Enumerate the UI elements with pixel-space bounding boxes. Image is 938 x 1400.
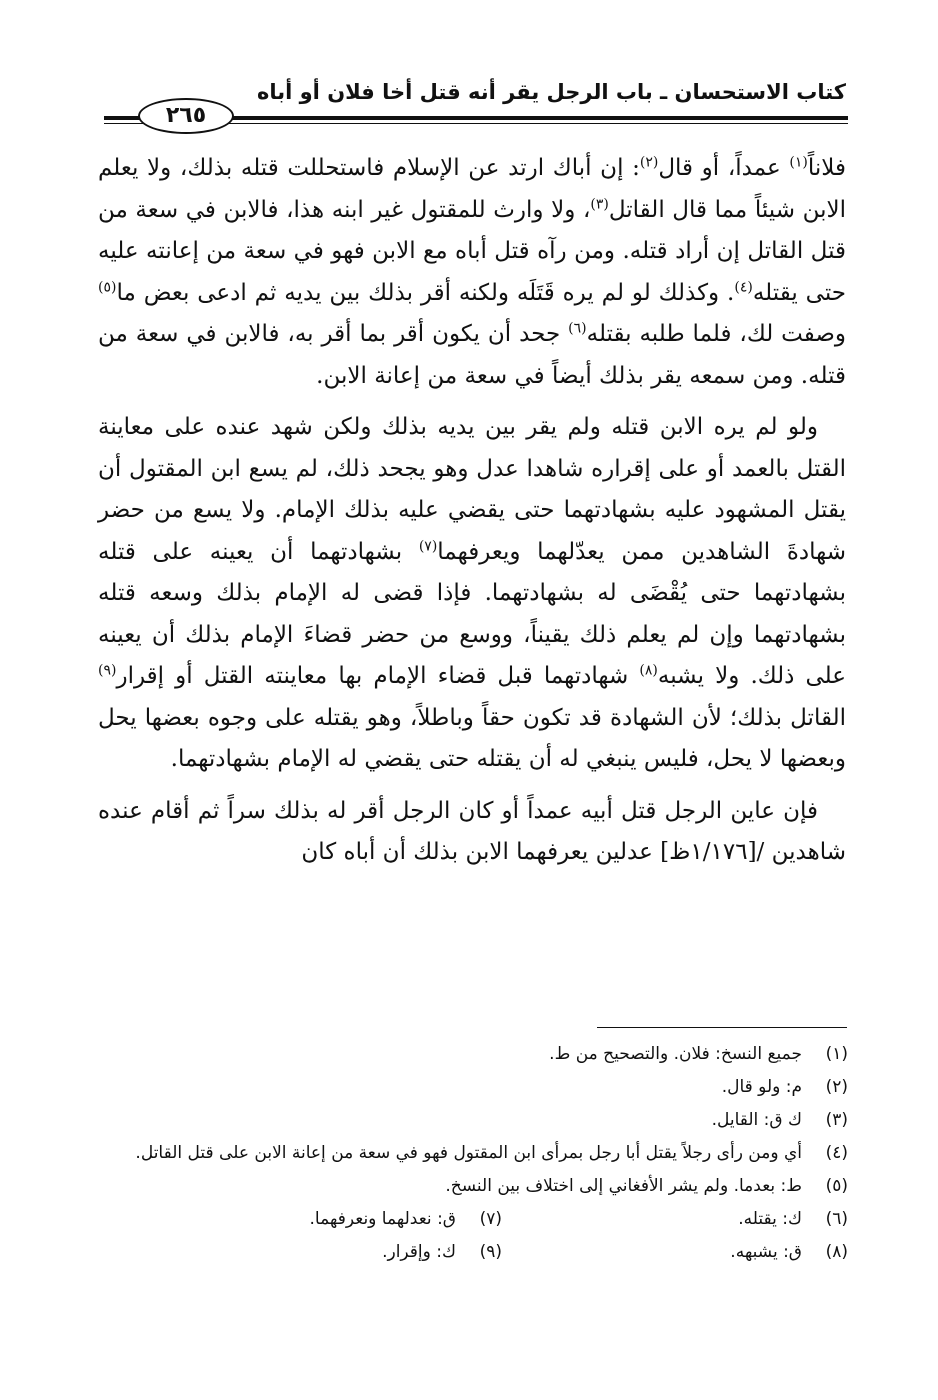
footnote-9 (156, 1236, 502, 1269)
footnote-number: (٤) (825, 1143, 848, 1163)
footnote-row (98, 1236, 848, 1269)
footnote-8 (502, 1236, 848, 1269)
footnote-text: جميع النسخ: فلان. والتصحيح من ط. (549, 1044, 802, 1064)
footnote-ref: (٤) (734, 278, 753, 295)
paragraph-1 (98, 148, 846, 397)
footnote-ref: (٣) (590, 195, 609, 212)
footnote-number: (٥) (825, 1176, 848, 1196)
text-segment: وصفت لك، فلما طلبه بقتله (586, 321, 846, 347)
footnote-ref: (١) (789, 154, 808, 171)
text-segment: القاتل بذلك؛ لأن الشهادة قد تكون حقاً وباطلاً، وهو يقتله على وجوه بعضها يحل وبعضها لا يحل، فليس ينبغي له أن يقتله حتى يقضي له الإمام بشهادتهما. (98, 704, 846, 772)
footnote-ref: (٥) (98, 278, 117, 295)
footnote-2 (98, 1071, 848, 1104)
footnote-text: ك: يقتله. (738, 1209, 802, 1229)
footnote-number: (٧) (479, 1209, 502, 1229)
text-segment: ولو لم يره الابن قتله ولم يقر بين يديه بذلك ولكن شهد عنده على معاينة القتل بالعمد أو على إقراره شاهدا عدل وهو يجحد ذلك، لم يسع ابن المقتول أن يقتل المشهود عليه بشهادتهما حتى يقضي عليه بذلك الإمام. ولا يسع من حضر شهادةَ الشاهدين ممن يعدّلهما ويعرفهما (98, 414, 846, 565)
footnote-number: (١) (825, 1044, 848, 1064)
footnote-ref: (٨) (639, 662, 658, 679)
paragraph-2 (98, 407, 846, 781)
footnote-ref: (٦) (568, 320, 587, 337)
footnote-text: ق: نعدلهما ونعرفهما. (309, 1209, 456, 1229)
footnote-separator (597, 1027, 847, 1028)
footnote-text: ك: وإقرار. (382, 1242, 456, 1262)
footnote-ref: (٧) (418, 537, 438, 554)
page-number: ٢٦٥ (138, 98, 234, 134)
text-segment: بشهادتهما أن يعينه على قتله بشهادتهما حتى يُقْضَى له بشهادتهما. فإذا قضى له الإمام بذلك وسعه قتله بشهادتهما وإن لم يعلم ذلك يقيناً، ووسع من حضر قضاءَ الإمام بذلك أن يعينه على ذلك. ولا يشبه (98, 538, 846, 689)
text-segment: : إن أباك ارتد عن الإسلام فاستحللت قتله بذلك، ولا يعلم الابن شيئاً مما قال القاتل (98, 155, 846, 223)
footnote-number: (٦) (825, 1209, 848, 1229)
text-segment: فلاناً (807, 155, 846, 181)
footnote-text: ق: يشبهه. (730, 1242, 802, 1262)
running-title: كتاب الاستحسان ـ باب الرجل يقر أنه قتل أخا فلان أو أباه (256, 80, 846, 104)
footnote-6 (502, 1203, 848, 1236)
text-segment: شهادتهما قبل قضاء الإمام بها معاينته القتل أو إقرار (116, 663, 640, 689)
paragraph-3 (98, 791, 846, 874)
footnote-text: ك ق: القايل. (711, 1110, 802, 1130)
footnote-number: (٣) (825, 1110, 848, 1130)
text-segment: فإن عاين الرجل قتل أبيه عمداً أو كان الرجل أقر له بذلك سراً ثم أقام عنده شاهدين /[١/١٧٦ظ] عدلين يعرفهما الابن بذلك أن أباه كان (98, 797, 846, 865)
footnote-5 (98, 1170, 848, 1203)
footnote-number: (٨) (825, 1242, 848, 1262)
footnote-1 (98, 1038, 848, 1071)
main-text (98, 148, 846, 884)
footnote-number: (٢) (825, 1077, 848, 1097)
footnote-text: ط: بعدما. ولم يشر الأفغاني إلى اختلاف بين النسخ. (445, 1176, 802, 1196)
footnote-text: م: ولو قال. (721, 1077, 802, 1097)
text-segment: جحد أن يكون أقر بما أقر به، فالابن في سعة من قتله. ومن سمعه يقر بذلك أيضاً في سعة من إعانة الابن. (98, 321, 846, 389)
footnote-ref: (٩) (98, 662, 117, 679)
text-segment: عمداً، أو قال (658, 155, 790, 181)
footnote-number: (٩) (479, 1242, 502, 1262)
footnote-3 (98, 1104, 848, 1137)
text-segment: . وكذلك لو لم يره قَتَلَه ولكنه أقر بذلك بين يديه ثم ادعى بعض ما (116, 279, 735, 306)
footnote-4 (98, 1137, 848, 1170)
footnote-text: أي ومن رأى رجلاً يقتل أبا رجل بمرأى ابن المقتول فهو في سعة من إعانة الابن على قتل القاتل. (135, 1143, 802, 1163)
text-segment: ، ولا وارث للمقتول غير ابنه هذا، فالابن في سعة من قتل القاتل إن أراد قتله. ومن رآه قتل أباه مع الابن فهو في سعة من إعانته عليه حتى يقتله (98, 196, 846, 306)
footnote-ref: (٢) (639, 154, 659, 171)
footnotes (98, 1038, 848, 1269)
footnote-row (98, 1203, 848, 1236)
footnote-7 (156, 1203, 502, 1236)
